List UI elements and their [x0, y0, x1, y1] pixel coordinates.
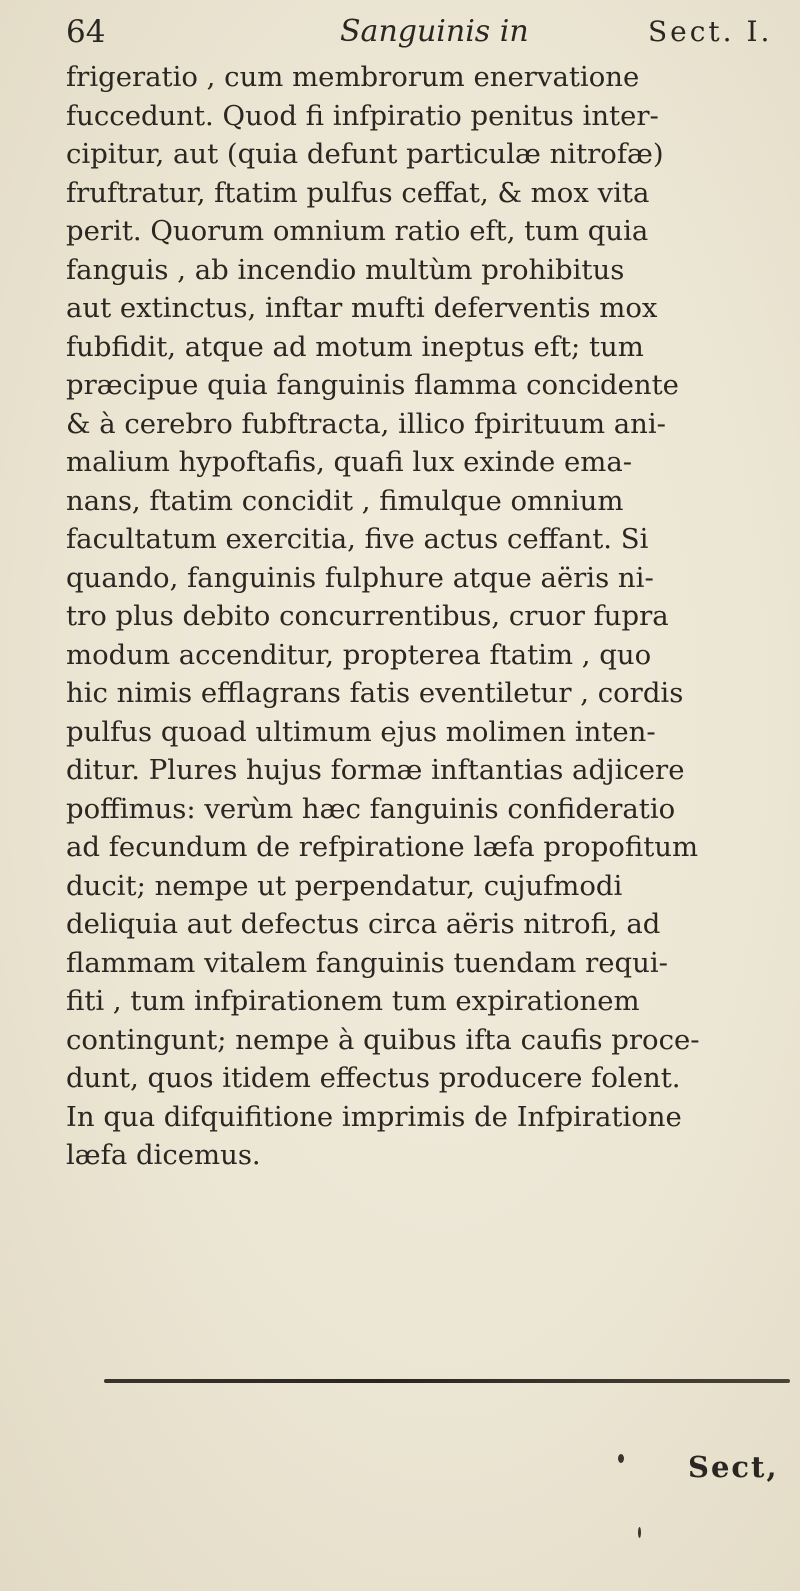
text-line: fuccedunt. Quod fi infpiratio penitus inter- [66, 99, 659, 132]
section-label: Sect. I. [648, 15, 773, 48]
ink-speck [618, 1454, 624, 1463]
text-line: perit. Quorum omnium ratio eft, tum quia [66, 215, 649, 247]
text-line: & à cerebro fubftracta, illico fpirituum ani- [66, 407, 666, 440]
text-line: ducit; nempe ut perpendatur, cujufmodi [66, 869, 623, 902]
text-line: hic nimis efflagrans fatis eventiletur , cordis [66, 677, 684, 709]
text-line: tro plus debito concurrentibus, cruor fupra [66, 600, 669, 632]
body-text [66, 58, 786, 1175]
text-line: facultatum exercitia, five actus ceffant. Si [66, 523, 649, 555]
catchword: Sect, [688, 1450, 779, 1484]
text-line: poffimus: verùm hæc fanguinis confideratio [66, 792, 676, 825]
text-line: frigeratio , cum membrorum enervatione [66, 61, 640, 93]
text-line: modum accenditur, propterea ftatim , quo [66, 638, 652, 671]
text-line: deliquia aut defectus circa aëris nitrofi, ad [66, 908, 661, 940]
text-line: læfa dicemus. [66, 1139, 261, 1171]
text-line: fanguis , ab incendio multùm prohibitus [66, 253, 625, 286]
section-divider-rule [104, 1379, 790, 1383]
page-number: 64 [66, 14, 106, 50]
text-line: quando, fanguinis fulphure atque aëris ni- [66, 561, 654, 594]
ink-speck [638, 1527, 641, 1538]
text-line: pulfus quoad ultimum ejus molimen inten- [66, 715, 656, 748]
text-line: In qua difquifitione imprimis de Infpiratione [66, 1100, 682, 1133]
running-head [66, 8, 786, 56]
text-line: fiti , tum infpirationem tum expirationem [66, 985, 640, 1017]
running-title: Sanguinis in [340, 14, 529, 49]
text-line: fruftratur, ftatim pulfus ceffat, & mox vita [66, 176, 650, 209]
text-line: cipitur, aut (quia defunt particulæ nitrofæ) [66, 138, 664, 170]
text-line: dunt, quos itidem effectus producere folent. [66, 1062, 681, 1094]
text-line: nans, ftatim concidit , fimulque omnium [66, 484, 624, 517]
text-line: malium hypoftafis, quafi lux exinde ema- [66, 446, 633, 478]
text-line: ditur. Plures hujus formæ inftantias adjicere [66, 754, 685, 786]
text-line: contingunt; nempe à quibus ifta caufis proce- [66, 1023, 700, 1056]
text-line: flammam vitalem fanguinis tuendam requi- [66, 946, 668, 979]
text-line: ad fecundum de refpiratione læfa propofitum [66, 831, 699, 863]
text-line: fubfidit, atque ad motum ineptus eft; tum [66, 330, 644, 363]
text-line: præcipue quia fanguinis flamma concidente [66, 369, 679, 401]
text-line: aut extinctus, inftar mufti deferventis mox [66, 292, 658, 324]
